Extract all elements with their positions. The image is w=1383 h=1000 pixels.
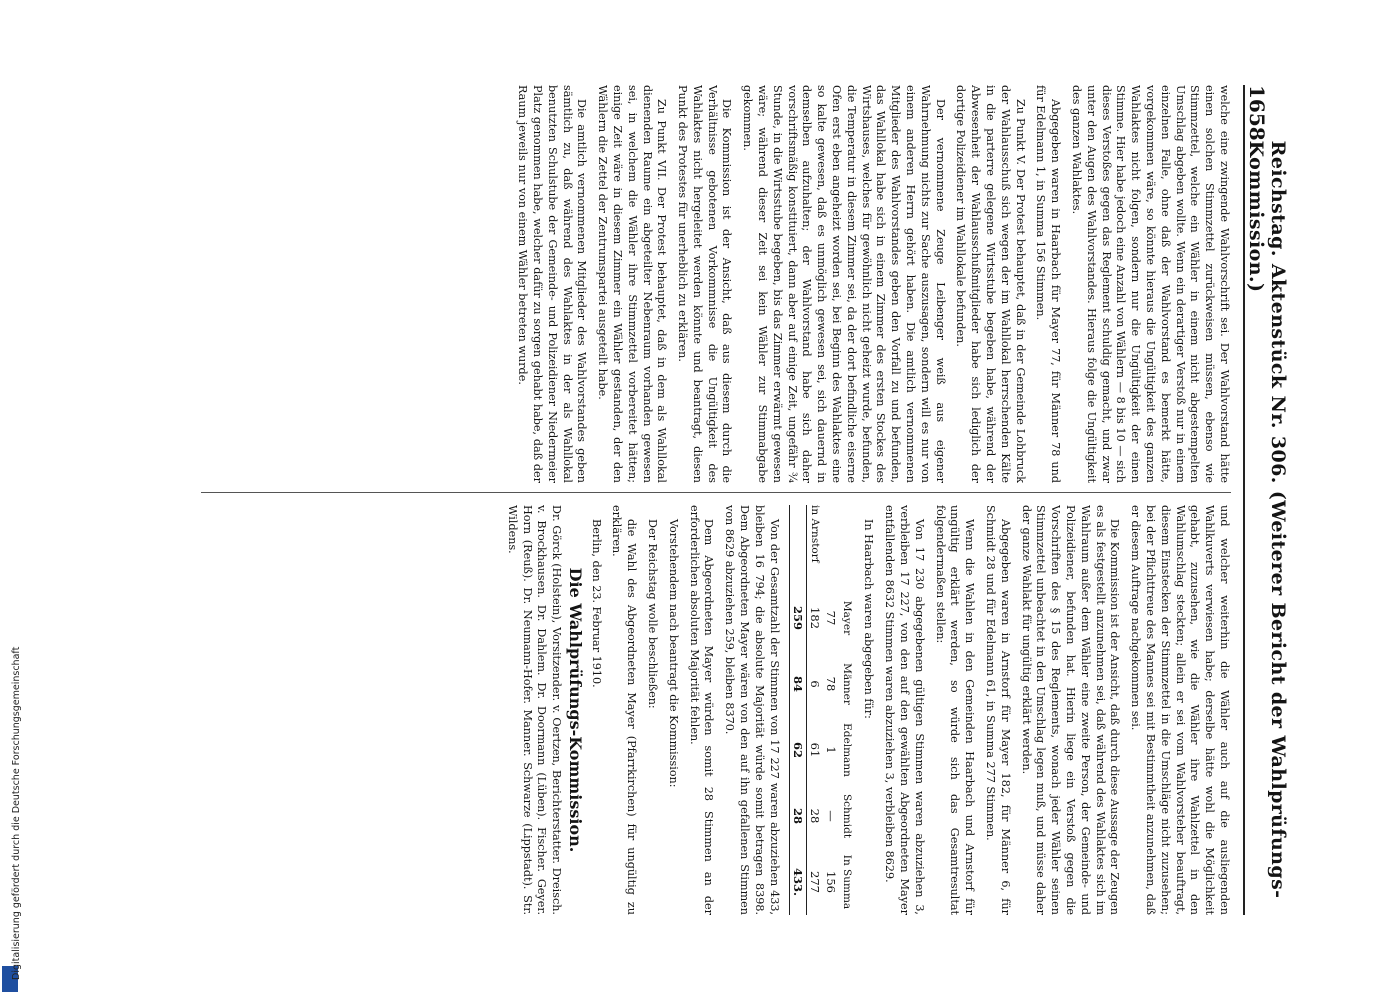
paragraph: Die Kommission ist der Ansicht, daß durch diese Aussage der Zeugen es als festgestellt anzunehmen sei, daß während des Wahlaktes sich im Wahlraum außer dem Wähler eine zweite Person, der Gemeinde- und Polizeidiener, befunden hat. Hierin liege ein Verstoß gegen die Vorschriften des § 15 des Reglements, wonach jeder Wähler seinen Stimmzettel unbeachtet in den Umschlag legen muß, und müsse daher der ganze Wahlakt für ungültig erklärt werden. [1019, 505, 1122, 915]
table-cell: 259 [790, 605, 805, 630]
table-cell: 6 [807, 680, 822, 688]
paragraph: Vorstehendem nach beantragt die Kommission: [666, 519, 680, 788]
table-cell: 28 [790, 807, 805, 824]
column-header: In Summa [840, 854, 853, 910]
commission-members: Dr. Görck (Holstein), Vorsitzender. v. Oertzen, Berichterstatter. Dreisch. v. Brockhausen. Dr. Dahlem. Dr. Doormann (Lüben). Fischer. Geyer. Horn (Reuß). Dr. Neumann-Hofer. Manner. Schwarze (Lippstadt). Str. Wildens. [505, 505, 564, 915]
table-cell: 62 [790, 741, 805, 758]
paragraph: welche eine zwingende Wahlvorschrift sei. Der Wahlvorstand hätte einen solchen Stimmzettel zurückweisen müssen, ebenso wie Stimmzettel, welche ein Wähler in einem nicht abgestempelten Umschlag abgeben wollte. Wenn ein derartiger Verstoß nur in einem einzelnen Falle, ohne daß der Wahlvorstand es bemerkt hätte, vorgekommen wäre, so könnte hieraus die Ungültigkeit des ganzen Wahlaktes nicht folgen, sondern nur die Ungültigkeit der einen Stimme. Hier habe jedoch eine Anzahl von Wählern — 8 bis 10 — sich dieses Verstoßes gegen das Reglement schuldig gemacht, und zwar unter den Augen des Wahlvorstandes. Hieraus folge die Ungültigkeit des ganzen Wahlaktes. [1070, 85, 1231, 483]
rotated-document-page [185, 85, 1289, 915]
table-cell: 277 [807, 871, 822, 893]
table-cell: 61 [807, 742, 822, 758]
motion-text: die Wahl des Abgeordneten Mayer (Pfarrkirchen) für ungültig zu erklären. [610, 505, 639, 915]
table-cell: 182 [807, 607, 822, 629]
table-intro: In Haarbach waren abgegeben für: [862, 519, 876, 719]
table-cell: 156 [823, 871, 838, 893]
table-row [823, 505, 839, 915]
table-cell: 1 [823, 746, 838, 754]
paragraph: Die Kommission ist der Ansicht, daß aus diesem durch die Verhältnisse gebotenen Vorkommnisse die Ungültigkeit des Wahlaktes nicht hergeleitet werden könnte und beantragt, diesen Punkt des Protestes für unerheblich zu erklären. [676, 85, 734, 483]
row-label [790, 505, 806, 585]
table-cell: 433. [790, 867, 805, 896]
column-header: Schmidt [840, 793, 853, 839]
paragraph: Abgegeben waren in Haarbach für Mayer 77, für Männer 78 und für Edelmann 1, in Summa 156 Stimmen. [1034, 85, 1063, 483]
paragraph: Dem Abgeordneten Mayer würden somit 28 Stimmen an der erforderlichen absoluten Majorität fehlen. [687, 505, 716, 915]
paragraph: und welcher weiterhin die Wähler auch auf die ausliegenden Wahlkuverts verwiesen habe; derselbe hätte wohl die Möglichkeit gehabt, zuzusehen, wie die Wähler ihre Wahlzettel in den Wahlumschlag steckten; allein er sei vom Wahlvorsteher beauftragt, diesem Einstecken der Stimmzettel in die Umschläge nicht zuzusehen; bei der Pflichttreue des Mannes sei mit Bestimmtheit anzunehmen, daß er diesem Auftrage nachgekommen sei. [1129, 505, 1231, 915]
digitization-credit: Digitalisierung gefördert durch die Deutsche Forschungsgemeinschaft [11, 646, 22, 980]
commission-title: Die Wahlprüfungs-Kommission. [565, 567, 585, 853]
table-cell: — [823, 810, 838, 822]
paragraph: Wenn die Wahlen in den Gemeinden Haarbach und Arnstorf für ungültig erklärt werden, so würde sich das Gesamtresultat folgendermaßen stellen: [933, 505, 977, 915]
page-header [1243, 85, 1289, 915]
digitization-footer [0, 0, 24, 1000]
paragraph: Der Reichstag wolle beschließen: [646, 519, 660, 709]
table-cell: 28 [807, 808, 822, 824]
running-title: Reichstag. Aktenstück Nr. 306. (Weiterer Bericht der Wahlprüfungs-Kommission.) [1245, 140, 1289, 899]
column-divider [201, 492, 1231, 493]
row-label [823, 505, 839, 585]
paragraph: Zu Punkt V. Der Protest behauptet, daß in der Gemeinde Lohbruck der Wahlausschuß sich wegen der im Wahllokal herrschenden Kälte in die parterre gelegene Wirtsstube begeben habe, während der Abwesenheit der Wahlausschußmitglieder habe sich lediglich der dortige Polizeidiener im Wahllokale befunden. [954, 85, 1027, 483]
paragraph: Die amtlich vernommenen Mitglieder des Wahlvorstandes geben sämtlich zu, daß während des Wahlaktes in der als Wahllokal benutzten Schulstube der Gemeinde- und Polizeidiener Niedermeier Platz genommen habe, welcher dafür zu sorgen gehabt habe, daß der Raum jeweils nur von einem Wähler betreten wurde. [516, 85, 589, 483]
table-cell: 77 [823, 610, 838, 626]
paragraph: Von der Gesamtzahl der Stimmen von 17 227 waren abzuziehen 433, bleiben 16 794; die absolute Majorität würde somit betragen 8398. Dem Abgeordneten Mayer wären von den auf ihn gefallenen Stimmen von 8629 abzuziehen 259, bleiben 8370. [723, 505, 781, 915]
table-total-row [789, 505, 807, 915]
page-number: 1658 [1245, 85, 1269, 141]
place-date: Berlin, den 23. Februar 1910. [589, 519, 603, 688]
table-cell: 84 [790, 675, 805, 692]
row-label: in Arnstorf [808, 505, 821, 563]
left-column [201, 85, 1231, 483]
column-header: Edelmann [840, 723, 853, 777]
vote-results-table [789, 505, 855, 915]
column-header: Mayer [840, 600, 853, 636]
paragraph: Von 17 230 abgegebenen gültigen Stimmen waren abzuziehen 3, verbleiben 17 227, von den auf den gewählten Abgeordneten Mayer entfallenden 8632 Stimmen waren abzuziehen 3, verbleiben 8629. [883, 505, 926, 915]
paragraph: Abgegeben waren in Arnstorf für Mayer 182, für Männer 6, für Schmidt 28 und für Edelmann 61, in Summa 277 Stimmen. [984, 505, 1012, 915]
column-header: Männer [840, 663, 853, 705]
table-cell: 78 [823, 676, 838, 692]
table-header-row [839, 505, 855, 915]
right-column [201, 505, 1231, 915]
paragraph: Zu Punkt VII. Der Protest behauptet, daß in dem als Wahllokal dienenden Raume ein abgeteilter Nebenraum vorhanden gewesen sei, in welchem die Wähler ihre Stimmzettel vorbereitet hätten; einige Zeit wäre in diesem Zimmer ein Wähler gestanden, der den Wählern die Zettel der Zentrumspartei ausgeteilt habe. [596, 85, 669, 483]
table-row [807, 505, 823, 915]
paragraph: Der vernommene Zeuge Leibenger weiß aus eigener Wahrnehmung nichts zur Sache auszusagen, sondern will es nur von einem anderen Herrn gehört haben. Die amtlich vernommenen Mitglieder des Wahlvorstandes geben den Vorfall zu und befunden, das Wahllokal habe sich in einem Zimmer des ersten Stockes des Wirtshauses, welches für gewöhnlich nicht geheizt wurde, befunden, die Temperatur in diesem Zimmer sei, da der dort befindliche eiserne Ofen erst eben angeheizt worden sei, bei Beginn des Wahlaktes eine so kalte gewesen, daß es unmöglich gewesen sei, sich dauernd in demselben aufzuhalten; der Wahlvorstand habe sich daher vorschriftsmäßig konstituiert, dann aber auf einige Zeit, ungefähr ¾ Stunde, in die Wirtsstube begeben, bis das Zimmer erwärmt gewesen wäre; während dieser Zeit sei kein Wähler zur Stimmabgabe gekommen. [741, 85, 947, 483]
